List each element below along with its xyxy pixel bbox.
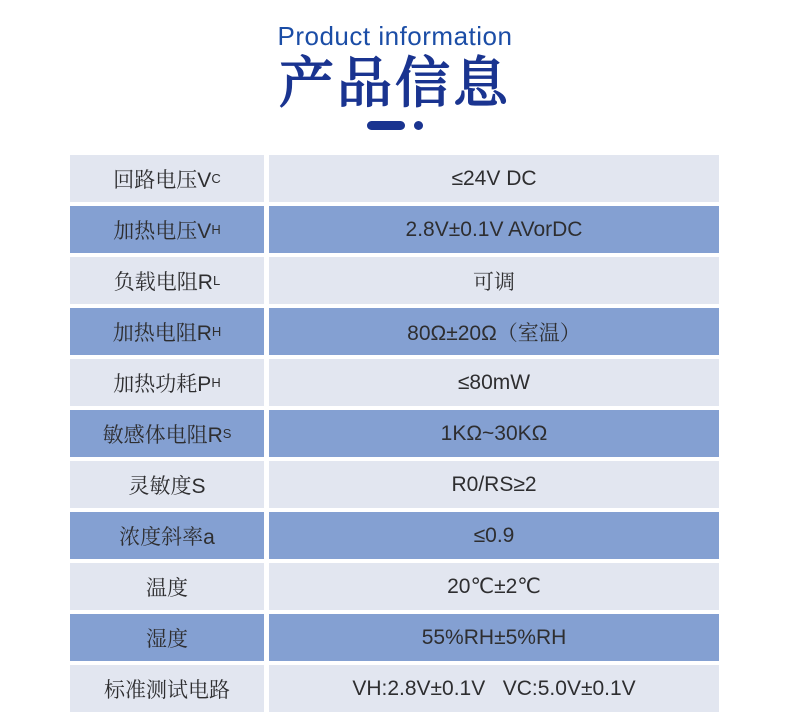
spec-label: 负载电阻R L: [70, 257, 264, 304]
spec-table: [70, 155, 719, 716]
subtitle-english: Product information: [277, 21, 513, 51]
spec-label: 灵敏度S: [70, 461, 264, 508]
table-row-standard-test-circuit: [70, 665, 719, 712]
table-row-sensor-resistance: [70, 410, 719, 457]
spec-label: 标准测试电路: [70, 665, 264, 712]
spec-value: 可调: [269, 257, 719, 304]
spec-value: 2.8V±0.1V AVorDC: [269, 206, 719, 253]
table-row-heating-resistance: [70, 308, 719, 355]
spec-label: 温度: [70, 563, 264, 610]
spec-label: 湿度: [70, 614, 264, 661]
table-row-heating-power: [70, 359, 719, 406]
table-row-loop-voltage: [70, 155, 719, 202]
spec-label: 敏感体电阻R S: [70, 410, 264, 457]
table-row-load-resistance: [70, 257, 719, 304]
table-row-temperature: [70, 563, 719, 610]
spec-value: VH:2.8V±0.1V VC:5.0V±0.1V: [269, 665, 719, 712]
spec-value: 1KΩ~30KΩ: [269, 410, 719, 457]
spec-label: 加热功耗P H: [70, 359, 264, 406]
title-underline: [0, 121, 790, 130]
spec-value: ≤80mW: [269, 359, 719, 406]
title-underline-dash-icon: [367, 121, 405, 130]
spec-value: ≤24V DC: [269, 155, 719, 202]
spec-label: 回路电压V C: [70, 155, 264, 202]
spec-label: 加热电压V H: [70, 206, 264, 253]
table-row-concentration-slope: [70, 512, 719, 559]
spec-label: 浓度斜率a: [70, 512, 264, 559]
table-row-sensitivity: [70, 461, 719, 508]
title-underline-dot-icon: [414, 121, 423, 130]
spec-value: 55%RH±5%RH: [269, 614, 719, 661]
table-row-heating-voltage: [70, 206, 719, 253]
spec-value: R0/RS≥2: [269, 461, 719, 508]
spec-value: 80Ω±20Ω（室温）: [269, 308, 719, 355]
spec-value: ≤0.9: [269, 512, 719, 559]
spec-label: 加热电阻R H: [70, 308, 264, 355]
page-title: 产品信息: [278, 52, 511, 114]
spec-value: 20℃±2℃: [269, 563, 719, 610]
table-row-humidity: [70, 614, 719, 661]
